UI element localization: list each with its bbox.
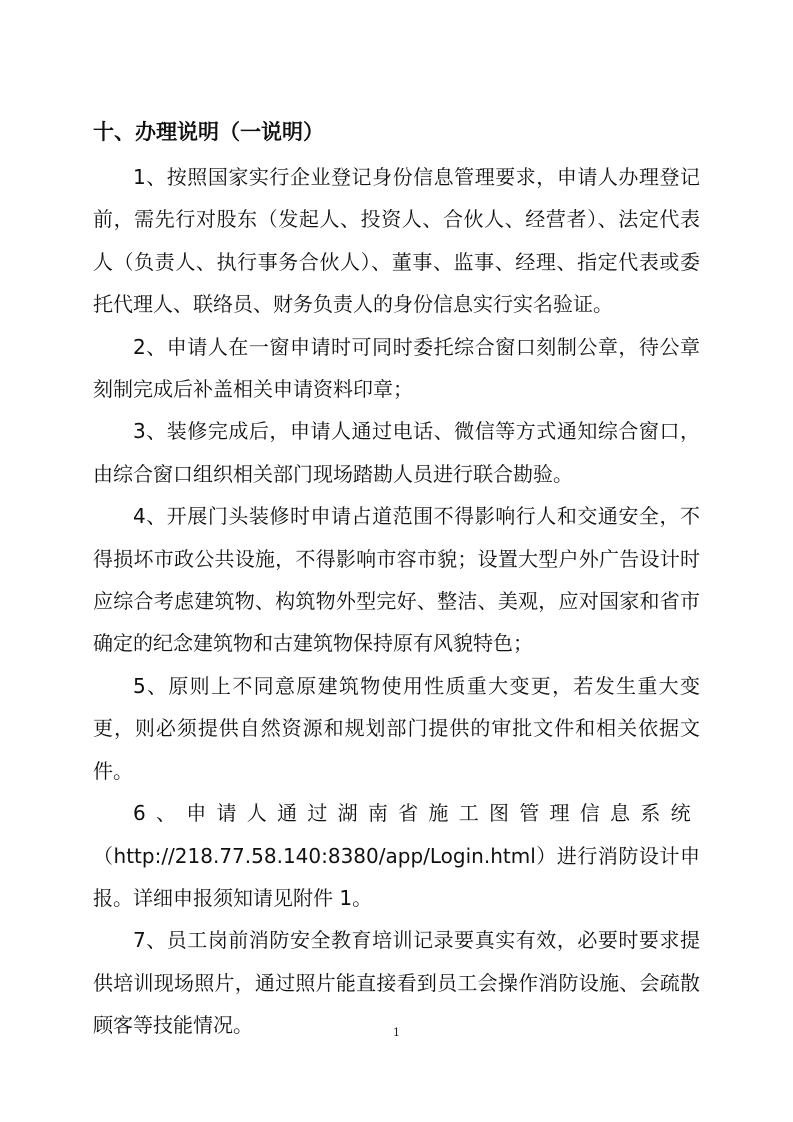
paragraph-1: 1、按照国家实行企业登记身份信息管理要求，申请人办理登记前，需先行对股东（发起人、投资人、合伙人、经营者）、法定代表人（负责人、执行事务合伙人）、董事、监事、经理、指定代表或委托代理人、联络员、财务负责人的身份信息实行实名验证。 (93, 165, 700, 317)
document-body (93, 156, 700, 1047)
paragraph-5: 5、原则上不同意原建筑物使用性质重大变更，若发生重大变更，则必须提供自然资源和规划部门提供的审批文件和相关依据文件。 (93, 673, 700, 783)
system-login-url: （http://218.77.58.140:8380/app/Login.html） (93, 843, 557, 868)
paragraph-3: 3、装修完成后，申请人通过电话、微信等方式通知综合窗口，由综合窗口组织相关部门现场踏勘人员进行联合勘验。 (93, 419, 700, 486)
paragraph-6-tail: 进行消防设计申报。详细申报须知请见附件 1。 (93, 843, 700, 910)
section-heading: 十、办理说明（一说明） (93, 120, 324, 144)
paragraph-7: 7、员工岗前消防安全教育培训记录要真实有效，必要时要求提供培训现场照片，通过照片能直接看到员工会操作消防设施、会疏散顾客等技能情况。 (93, 928, 700, 1038)
paragraph-2: 2、申请人在一窗申请时可同时委托综合窗口刻制公章，待公章刻制完成后补盖相关申请资料印章； (93, 334, 700, 402)
paragraph-4: 4、开展门头装修时申请占道范围不得影响行人和交通安全，不得损坏市政公共设施，不得影响市容市貌；设置大型户外广告设计时应综合考虑建筑物、构筑物外型完好、整洁、美观，应对国家和省市确定的纪念建筑物和古建筑物保持原有风貌特色； (93, 504, 700, 656)
paragraph-6 (93, 792, 700, 919)
page-number: 1 (393, 1026, 400, 1039)
paragraph-6-lead: 6、申请人通过湖南省施工图管理信息系统 (133, 801, 700, 826)
